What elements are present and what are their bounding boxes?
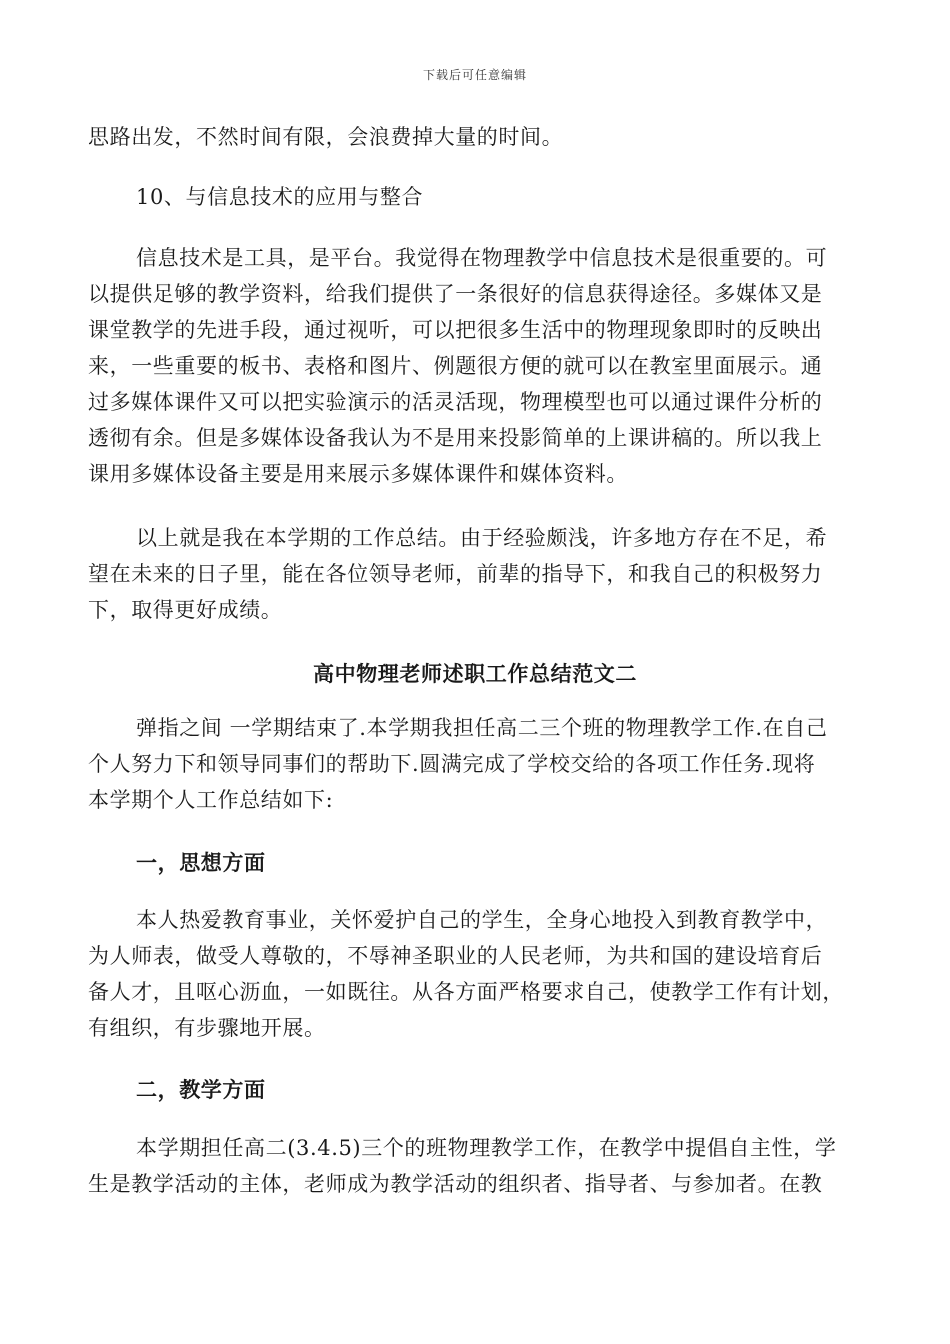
heading-thought: 一，思想方面 (136, 850, 266, 875)
text-line: 10、与信息技术的应用与整合 (136, 185, 424, 209)
text-line: 课堂教学的先进手段，通过视听，可以把很多生活中的物理现象即时的反映出 (88, 318, 823, 342)
text-line: 以提供足够的教学资料，给我们提供了一条很好的信息获得途径。多媒体又是 (88, 282, 823, 306)
text-line: 望在未来的日子里，能在各位领导老师，前辈的指导下，和我自己的积极努力 (88, 562, 823, 586)
text-line: 过多媒体课件又可以把实验演示的活灵活现，物理模型也可以通过课件分析的 (88, 390, 823, 414)
text-line: 有组织，有步骤地开展。 (88, 1016, 326, 1040)
paragraph-6 (88, 902, 864, 1046)
text-line: 课用多媒体设备主要是用来展示多媒体课件和媒体资料。 (88, 462, 628, 486)
text-line: 生是教学活动的主体，老师成为教学活动的组织者、指导者、与参加者。在教 (88, 1172, 823, 1196)
paragraph-5 (88, 710, 864, 818)
text-line: 备人才，且呕心沥血，一如既往。从各方面严格要求自己，使教学工作有计划， (88, 980, 844, 1004)
text-line: 为人师表，做受人尊敬的，不辱神圣职业的人民老师，为共和国的建设培育后 (88, 944, 823, 968)
paragraph-7 (88, 1130, 864, 1202)
paragraph-2 (136, 179, 864, 215)
text-line: 来，一些重要的板书、表格和图片、例题很方便的就可以在教室里面展示。通 (88, 354, 823, 378)
text-line: 本人热爱教育事业，关怀爱护自己的学生，全身心地投入到教育教学中， (136, 908, 828, 932)
text-line: 弹指之间 一学期结束了.本学期我担任高二三个班的物理教学工作.在自己 (136, 716, 828, 740)
text-line: 本学期担任高二(3.4.5)三个的班物理教学工作，在教学中提倡自主性，学 (136, 1136, 837, 1160)
text-line: 思路出发，不然时间有限，会浪费掉大量的时间。 (88, 125, 564, 149)
text-line: 信息技术是工具，是平台。我觉得在物理教学中信息技术是很重要的。可 (136, 246, 828, 270)
text-line: 个人努力下和领导同事们的帮助下.圆满完成了学校交给的各项工作任务.现将 (88, 752, 816, 776)
paragraph-3 (88, 240, 864, 492)
section-title: 高中物理老师述职工作总结范文二 (313, 661, 637, 686)
text-line: 下，取得更好成绩。 (88, 598, 283, 622)
text-line: 透彻有余。但是多媒体设备我认为不是用来投影简单的上课讲稿的。所以我上 (88, 426, 823, 450)
paragraph-4 (88, 520, 864, 628)
heading-teaching: 二，教学方面 (136, 1077, 266, 1102)
page-header: 下载后可任意编辑 (422, 68, 527, 82)
text-line: 本学期个人工作总结如下: (88, 788, 334, 812)
paragraph-1 (88, 119, 864, 155)
text-line: 以上就是我在本学期的工作总结。由于经验颇浅，许多地方存在不足，希 (136, 526, 828, 550)
